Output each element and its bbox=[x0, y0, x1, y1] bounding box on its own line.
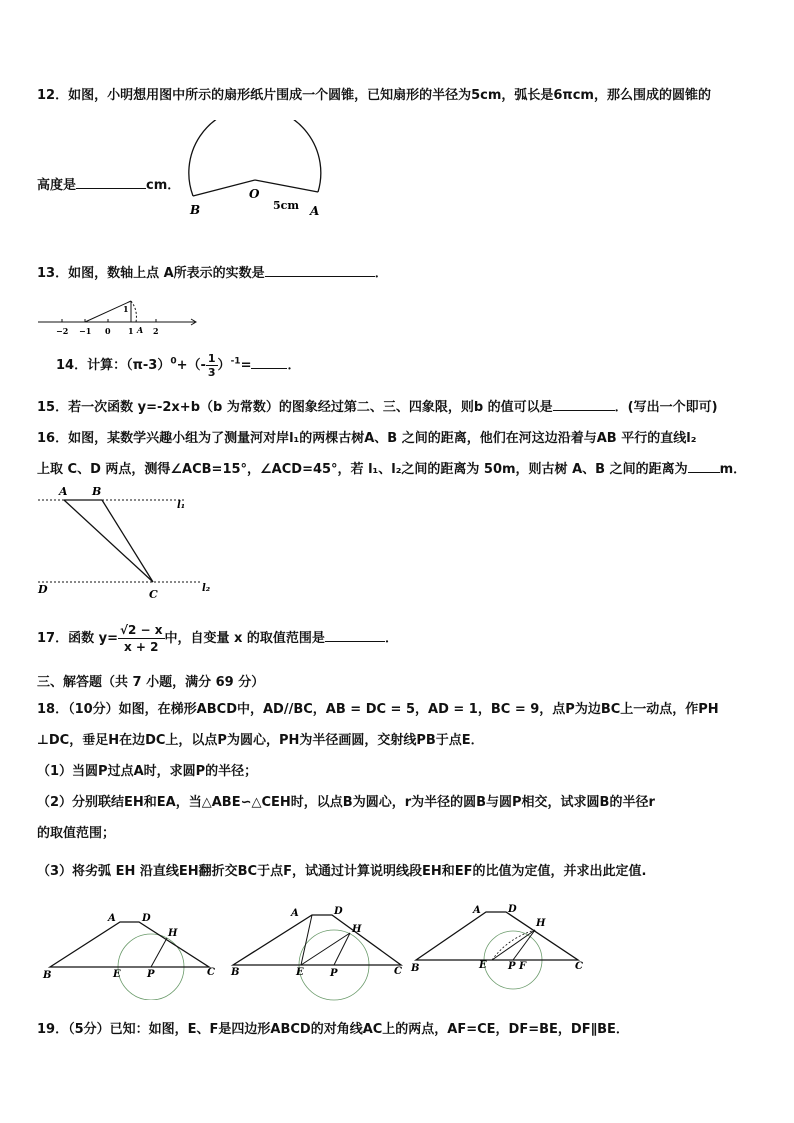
q13-tick-0: 0 bbox=[105, 326, 111, 336]
q15-line bbox=[37, 396, 718, 415]
q15-text: 15．若一次函数 y=-2x+b（b 为常数）的图象经过第二、三、四象限，则b 的值可以是 bbox=[37, 400, 553, 415]
q16-line1: 16．如图，某数学兴趣小组为了测量河对岸l₁的两棵古树A、B 之间的距离，他们在河这边沿着与AB 平行的直线l₂ bbox=[37, 431, 697, 446]
q18-line1: 18．（10分）如图，在梯形ABCD中，AD//BC，AB = DC = 5，AD = 1，BC = 9，点P为边BC上一动点，作PH bbox=[37, 702, 719, 717]
q12-sector-figure bbox=[185, 120, 335, 230]
q12-text: 12．如图，小明想用图中所示的扇形纸片围成一个圆锥，已知扇形的半径为5cm，弧长是6πcm，那么围成的圆锥的 bbox=[37, 88, 711, 103]
q18-sub1: （1）当圆P过点A时，求圆P的半径； bbox=[37, 764, 258, 779]
fig2-label-b: B bbox=[231, 967, 240, 978]
q16-label-c: C bbox=[149, 588, 158, 601]
fig1-label-d: D bbox=[142, 913, 151, 924]
q16-river-figure bbox=[35, 483, 225, 603]
q14-plus: +（- bbox=[176, 358, 206, 373]
q12-label-radius: 5cm bbox=[273, 199, 299, 212]
fig3-label-h: H bbox=[536, 918, 546, 929]
q18-figure-3 bbox=[408, 900, 593, 995]
q13-line bbox=[37, 262, 388, 281]
fig1-label-e: E bbox=[113, 969, 121, 980]
q14-line bbox=[56, 352, 300, 379]
q18-line2: ⊥DC，垂足H在边DC上，以点P为圆心，PH为半径画圆，交射线PB于点E． bbox=[37, 733, 484, 748]
q16-label-d: D bbox=[38, 583, 48, 596]
q16-label-l1: l₁ bbox=[177, 500, 186, 511]
fig3-label-f: F bbox=[519, 961, 527, 972]
q17-fraction bbox=[118, 622, 165, 655]
q14-frac-den: 3 bbox=[207, 366, 216, 379]
q14-fraction bbox=[206, 352, 218, 379]
fig3-label-p: P bbox=[508, 961, 516, 972]
fig3-label-d: D bbox=[508, 904, 517, 915]
q18-sub3: （3）将劣弧 EH 沿直线EH翻折交BC于点F，试通过计算说明线段EH和EF的比值为定值，并求出此定值. bbox=[37, 864, 647, 879]
q12-answer-blank bbox=[76, 174, 146, 189]
q16-unit: m． bbox=[719, 462, 747, 477]
q13-label-one: 1 bbox=[123, 304, 129, 314]
q18-sub2b: 的取值范围； bbox=[37, 826, 116, 841]
q16-answer-blank bbox=[688, 458, 720, 473]
fig1-label-a: A bbox=[108, 913, 116, 924]
fig1-label-b: B bbox=[43, 970, 52, 981]
q16-label-b: B bbox=[92, 485, 102, 498]
q14-close: ） bbox=[217, 358, 231, 373]
q13-tick-2: 2 bbox=[153, 326, 159, 336]
q12-label-b: B bbox=[190, 203, 201, 217]
q17-prefix: 17．函数 y= bbox=[37, 631, 118, 646]
q18-figure-2 bbox=[228, 902, 413, 1002]
q18-figure-1 bbox=[38, 905, 223, 1000]
q14-prefix: 14．计算：（π-3） bbox=[56, 358, 171, 373]
q12-line2 bbox=[37, 174, 180, 193]
q17-suffix: 中，自变量 x 的取值范围是 bbox=[164, 631, 325, 646]
q16-label-a: A bbox=[59, 485, 68, 498]
fig3-label-c: C bbox=[575, 961, 583, 972]
q12-unit: cm． bbox=[146, 178, 181, 193]
q12-text2: 高度是 bbox=[37, 178, 77, 193]
q12-label-o: O bbox=[249, 187, 260, 201]
q16-text2: 上取 C、D 两点，测得∠ACB=15°，∠ACD=45°，若 l₁、l₂之间的距离为 50m，则古树 A、B 之间的距离为 bbox=[37, 462, 688, 477]
q16-label-l2: l₂ bbox=[202, 583, 211, 594]
section-3-header: 三、解答题（共 7 小题，满分 69 分） bbox=[37, 675, 265, 690]
fig1-label-c: C bbox=[207, 967, 215, 978]
q13-answer-blank bbox=[265, 262, 375, 277]
q16-line2 bbox=[37, 458, 746, 477]
q17-denominator: x + 2 bbox=[123, 640, 159, 654]
q13-tick-minus1: −1 bbox=[79, 326, 92, 336]
q17-answer-blank bbox=[325, 627, 385, 642]
q19-text: 19．（5分）已知：如图，E、F是四边形ABCD的对角线AC上的两点，AF=CE，DF=BE，DF∥BE． bbox=[37, 1022, 629, 1037]
fig2-label-c: C bbox=[394, 966, 402, 977]
q17-line bbox=[37, 622, 398, 655]
q13-tick-1: 1 bbox=[128, 326, 134, 336]
q15-end: ．(写出一个即可) bbox=[614, 400, 718, 415]
q14-exp1: -1 bbox=[230, 356, 241, 367]
q15-answer-blank bbox=[553, 396, 615, 411]
q13-label-a: A bbox=[137, 325, 144, 335]
q14-eq: = bbox=[240, 358, 252, 373]
q12-label-a: A bbox=[310, 204, 320, 218]
fig2-label-e: E bbox=[296, 967, 304, 978]
fig1-label-p: P bbox=[147, 969, 155, 980]
q17-end: ． bbox=[384, 631, 398, 646]
fig2-label-p: P bbox=[330, 968, 338, 979]
q13-text: 13．如图，数轴上点 A所表示的实数是 bbox=[37, 266, 265, 281]
q14-end: ． bbox=[287, 358, 301, 373]
q13-end: ． bbox=[374, 266, 388, 281]
fig3-label-e: E bbox=[479, 960, 487, 971]
q14-answer-blank bbox=[251, 354, 287, 369]
fig2-label-h: H bbox=[352, 924, 362, 935]
q13-number-line-figure bbox=[35, 292, 205, 340]
fig1-label-h: H bbox=[168, 928, 178, 939]
fig3-label-a: A bbox=[473, 905, 481, 916]
fig2-label-a: A bbox=[291, 908, 299, 919]
q17-numerator: √2 − x bbox=[119, 623, 163, 637]
q14-exp0: 0 bbox=[170, 356, 177, 367]
q13-tick-minus2: −2 bbox=[56, 326, 69, 336]
fig3-label-b: B bbox=[411, 963, 420, 974]
q18-sub2: （2）分别联结EH和EA，当△ABE∽△CEH时，以点B为圆心，r为半径的圆B与圆P相交，试求圆B的半径r bbox=[37, 795, 655, 810]
q14-frac-num: 1 bbox=[207, 352, 216, 365]
fig2-label-d: D bbox=[334, 906, 343, 917]
